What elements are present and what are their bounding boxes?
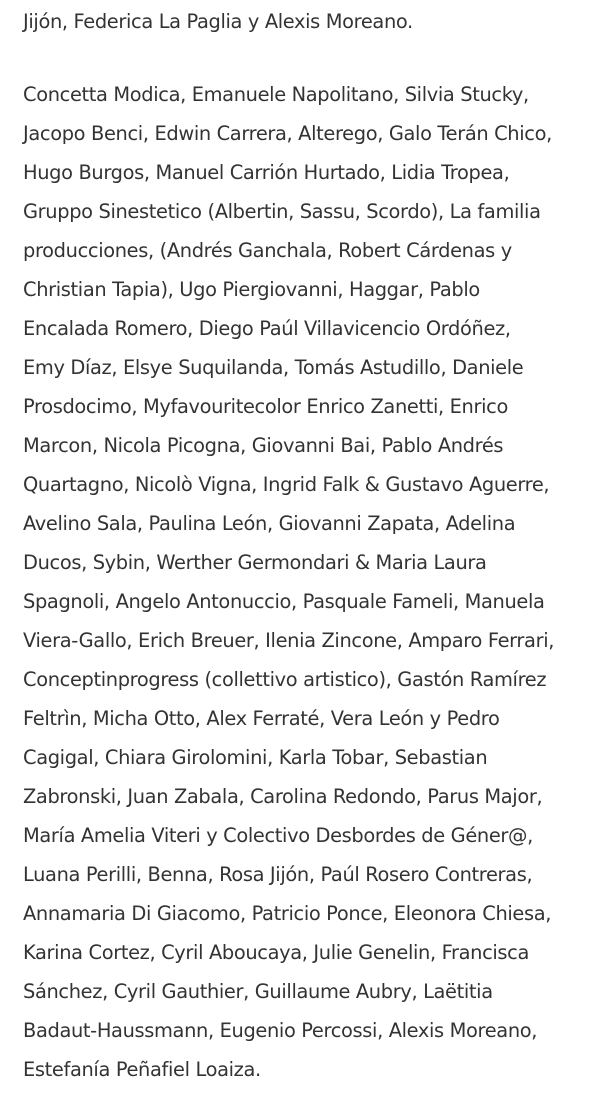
credits-paragraph <box>23 75 598 1089</box>
credits-line: Ducos, Sybin, Werther Germondari & Maria Laura <box>23 551 487 574</box>
credits-line: producciones, (Andrés Ganchala, Robert Cárdenas y <box>23 239 512 262</box>
credits-line: Badaut-Haussmann, Eugenio Percossi, Alexis Moreano, <box>23 1019 538 1042</box>
credits-line: Spagnoli, Angelo Antonuccio, Pasquale Fameli, Manuela <box>23 590 545 613</box>
credits-line: Viera-Gallo, Erich Breuer, Ilenia Zincone, Amparo Ferrari, <box>23 629 555 652</box>
credits-line: Prosdocimo, Myfavouritecolor Enrico Zanetti, Enrico <box>23 395 508 418</box>
credits-line: Quartagno, Nicolò Vigna, Ingrid Falk & Gustavo Aguerre, <box>23 473 550 496</box>
credits-line: Emy Díaz, Elsye Suquilanda, Tomás Astudillo, Daniele <box>23 356 524 379</box>
credits-line: María Amelia Viteri y Colectivo Desbordes de Géner@, <box>23 824 533 847</box>
credits-line: Luana Perilli, Benna, Rosa Jijón, Paúl Rosero Contreras, <box>23 863 533 886</box>
credits-line: Conceptinprogress (collettivo artistico), Gastón Ramírez <box>23 668 547 691</box>
credits-line: Zabronski, Juan Zabala, Carolina Redondo, Parus Major, <box>23 785 543 808</box>
credits-line: Annamaria Di Giacomo, Patricio Ponce, Eleonora Chiesa, <box>23 902 552 925</box>
credits-line: Avelino Sala, Paulina León, Giovanni Zapata, Adelina <box>23 512 516 535</box>
credits-line: Feltrìn, Micha Otto, Alex Ferraté, Vera León y Pedro <box>23 707 500 730</box>
credits-line: Gruppo Sinestetico (Albertin, Sassu, Scordo), La familia <box>23 200 541 223</box>
credits-line: Hugo Burgos, Manuel Carrión Hurtado, Lidia Tropea, <box>23 161 510 184</box>
intro-paragraph: Jijón, Federica La Paglia y Alexis Moreano. <box>23 10 413 33</box>
credits-line: Cagigal, Chiara Girolomini, Karla Tobar, Sebastian <box>23 746 488 769</box>
document-body <box>23 0 598 1089</box>
credits-line: Concetta Modica, Emanuele Napolitano, Silvia Stucky, <box>23 83 529 106</box>
credits-line: Christian Tapia), Ugo Piergiovanni, Haggar, Pablo <box>23 278 480 301</box>
credits-line: Jacopo Benci, Edwin Carrera, Alterego, Galo Terán Chico, <box>23 122 552 145</box>
credits-line: Sánchez, Cyril Gauthier, Guillaume Aubry, Laëtitia <box>23 980 493 1003</box>
credits-line: Karina Cortez, Cyril Aboucaya, Julie Genelin, Francisca <box>23 941 530 964</box>
credits-line: Estefanía Peñafiel Loaiza. <box>23 1058 261 1081</box>
credits-line: Encalada Romero, Diego Paúl Villavicencio Ordóñez, <box>23 317 511 340</box>
credits-line: Marcon, Nicola Picogna, Giovanni Bai, Pablo Andrés <box>23 434 504 457</box>
